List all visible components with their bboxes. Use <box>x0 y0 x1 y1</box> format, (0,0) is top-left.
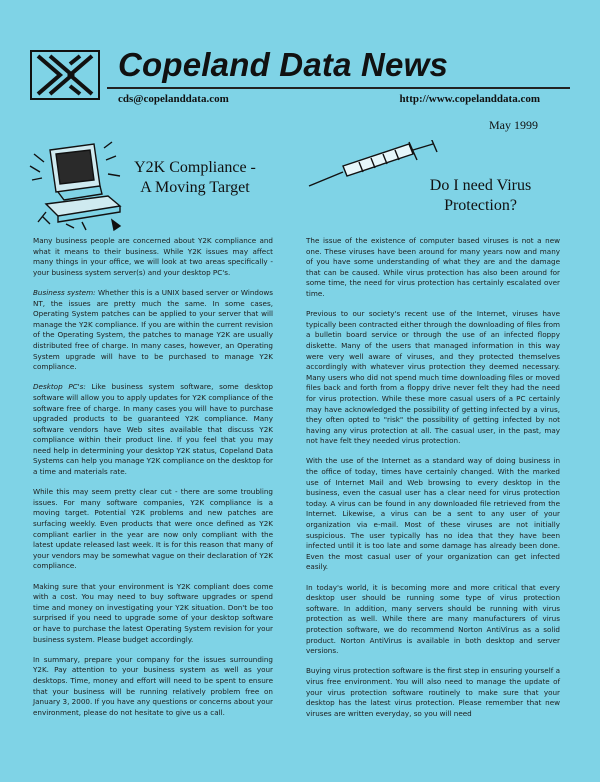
y2k-paragraph-3-lead: Desktop PC's: <box>33 382 86 392</box>
y2k-paragraph-3 <box>33 382 273 477</box>
copeland-logo-icon <box>30 50 100 100</box>
y2k-paragraph-5: Making sure that your environment is Y2K compliant does come with a cost. You may need to buy software upgrades or spend time and money on investigating your Y2K situation. Don't be too surprised if you need to upgrade some of your desktop software or have to purchase the latest Operating System revision for your business system. Please budget accordingly. <box>33 581 273 644</box>
masthead-rule <box>107 87 570 89</box>
y2k-headline-line2: A Moving Target <box>140 179 250 196</box>
virus-paragraph-5: Buying virus protection software is the first step in ensuring yourself a virus free environment. You will also need to manage the update of your virus protection software routinely to make sure that your desktop has the latest virus protection. Please remember that new viruses are written everyday, so you will need <box>306 666 560 718</box>
contact-email: cds@copelanddata.com <box>118 93 229 105</box>
y2k-paragraph-1: Many business people are concerned about Y2K compliance and what it means to their business. While Y2K issues may affect many things in your office, we will look at two areas specifically - your business system server(s) and your desktop PC's. <box>33 236 273 277</box>
virus-paragraph-2: Previous to our society's recent use of the Internet, viruses have typically been contracted either through the downloading of files from a bulletin board service or through the use of an infected floppy diskette. Many of the users that managed information in this way were very well aware of viruses, and they protected themselves accordingly with whatever virus protection they deemed necessary. Many users who did not spend much time downloading files or moved files back and forth from a floppy drive never felt they had the need for virus protection. While these more casual users of a PC certainly may have acknowledged the possibility of getting infected by a virus, they often opted to "risk" the possibility of getting infected by not having any virus protection at all. The casual user, in the past, may not have felt they needed virus protection. <box>306 309 560 446</box>
y2k-headline <box>105 158 285 198</box>
y2k-paragraph-6: In summary, prepare your company for the issues surrounding Y2K. Pay attention to your business system as well as your desktops. Time, money and effort will need to be spent to ensure that your business will be running relatively problem free on January 3, 2000. If you have any questions or concerns about your environment, please do not hesitate to give us a call. <box>33 654 273 717</box>
contact-website: http://www.copelanddata.com <box>399 93 540 105</box>
y2k-paragraph-3-body: Like business system software, some desktop software will allow you to apply updates for Y2K compliance of the software free of charge. In many cases you will have to purchase upgraded products to be guaranteed Y2K compliance. Many software vendors have Web sites available that discuss Y2K compliance within their product line. If you feel that you may need help in determining your desktop Y2K status, Copeland Data Systems can help you manage Y2K compliance on the desktop for a time and materials rate. <box>33 382 273 477</box>
y2k-paragraph-2-body: Whether this is a UNIX based server or Windows NT, the issues are pretty much the same. In some cases, Operating System patches can be applied to your server that will manage the Y2K compliance. If you are within the current revision of the Operating System, the patches to manage Y2K are usually distributed free of charge. In many cases, however, an Operating System upgrade will have to be purchased to manage Y2K compliance. <box>33 287 273 372</box>
virus-paragraph-3: With the use of the Internet as a standard way of doing business in the office of today, times have certainly changed. With the marked use of Internet Mail and Web browsing to every desktop in the business, even the casual user has a clear need for virus protection today. A virus can be found in any downloaded file retrieved from the Internet. Likewise, a virus can be a sent to any user of your organization via e-mail. Most of these viruses are not initially suspicious. The user typically has no idea that they have been infected until it is too late and some damage has already been done. Even the most casual user of your organization can get infected easily. <box>306 456 560 572</box>
y2k-headline-line1: Y2K Compliance - <box>134 159 256 176</box>
virus-paragraph-4: In today's world, it is becoming more and more critical that every desktop user should be running some type of virus protection software. In addition, many servers should be running with virus protection as well. While there are many manufacturers of virus protection software, we do recommend Norton AntiVirus as a solid product. Norton AntiVirus is available in both desktop and server versions. <box>306 582 560 656</box>
newsletter-title: Copeland Data News <box>118 46 449 83</box>
virus-headline-line1: Do I need Virus <box>429 177 532 194</box>
y2k-paragraph-4: While this may seem pretty clear cut - there are some troubling issues. For many software companies, Y2K compliance is a moving target. Potential Y2K problems and new patches are surfacing weekly. Even products that were once defined as Y2K compliant earlier in the year are now only compliant with the latest update released last week. It is for this reason that many of your vendors may be somewhat vague on their declaration of Y2K compliance. <box>33 487 273 571</box>
y2k-paragraph-2-lead: Business system: <box>33 287 96 297</box>
virus-headline <box>408 176 553 216</box>
virus-headline-line2: Protection? <box>444 197 517 214</box>
issue-date: May 1999 <box>489 118 538 132</box>
virus-article <box>306 236 560 729</box>
virus-paragraph-1: The issue of the existence of computer based viruses is not a new one. These viruses have been around for many years now and many of you have some understanding of what they are and the damage that can be caused. While virus protection has also been around for some time, the need for virus protection has certainly escalated over time. <box>306 236 560 298</box>
y2k-article <box>33 236 273 728</box>
y2k-paragraph-2 <box>33 288 273 373</box>
